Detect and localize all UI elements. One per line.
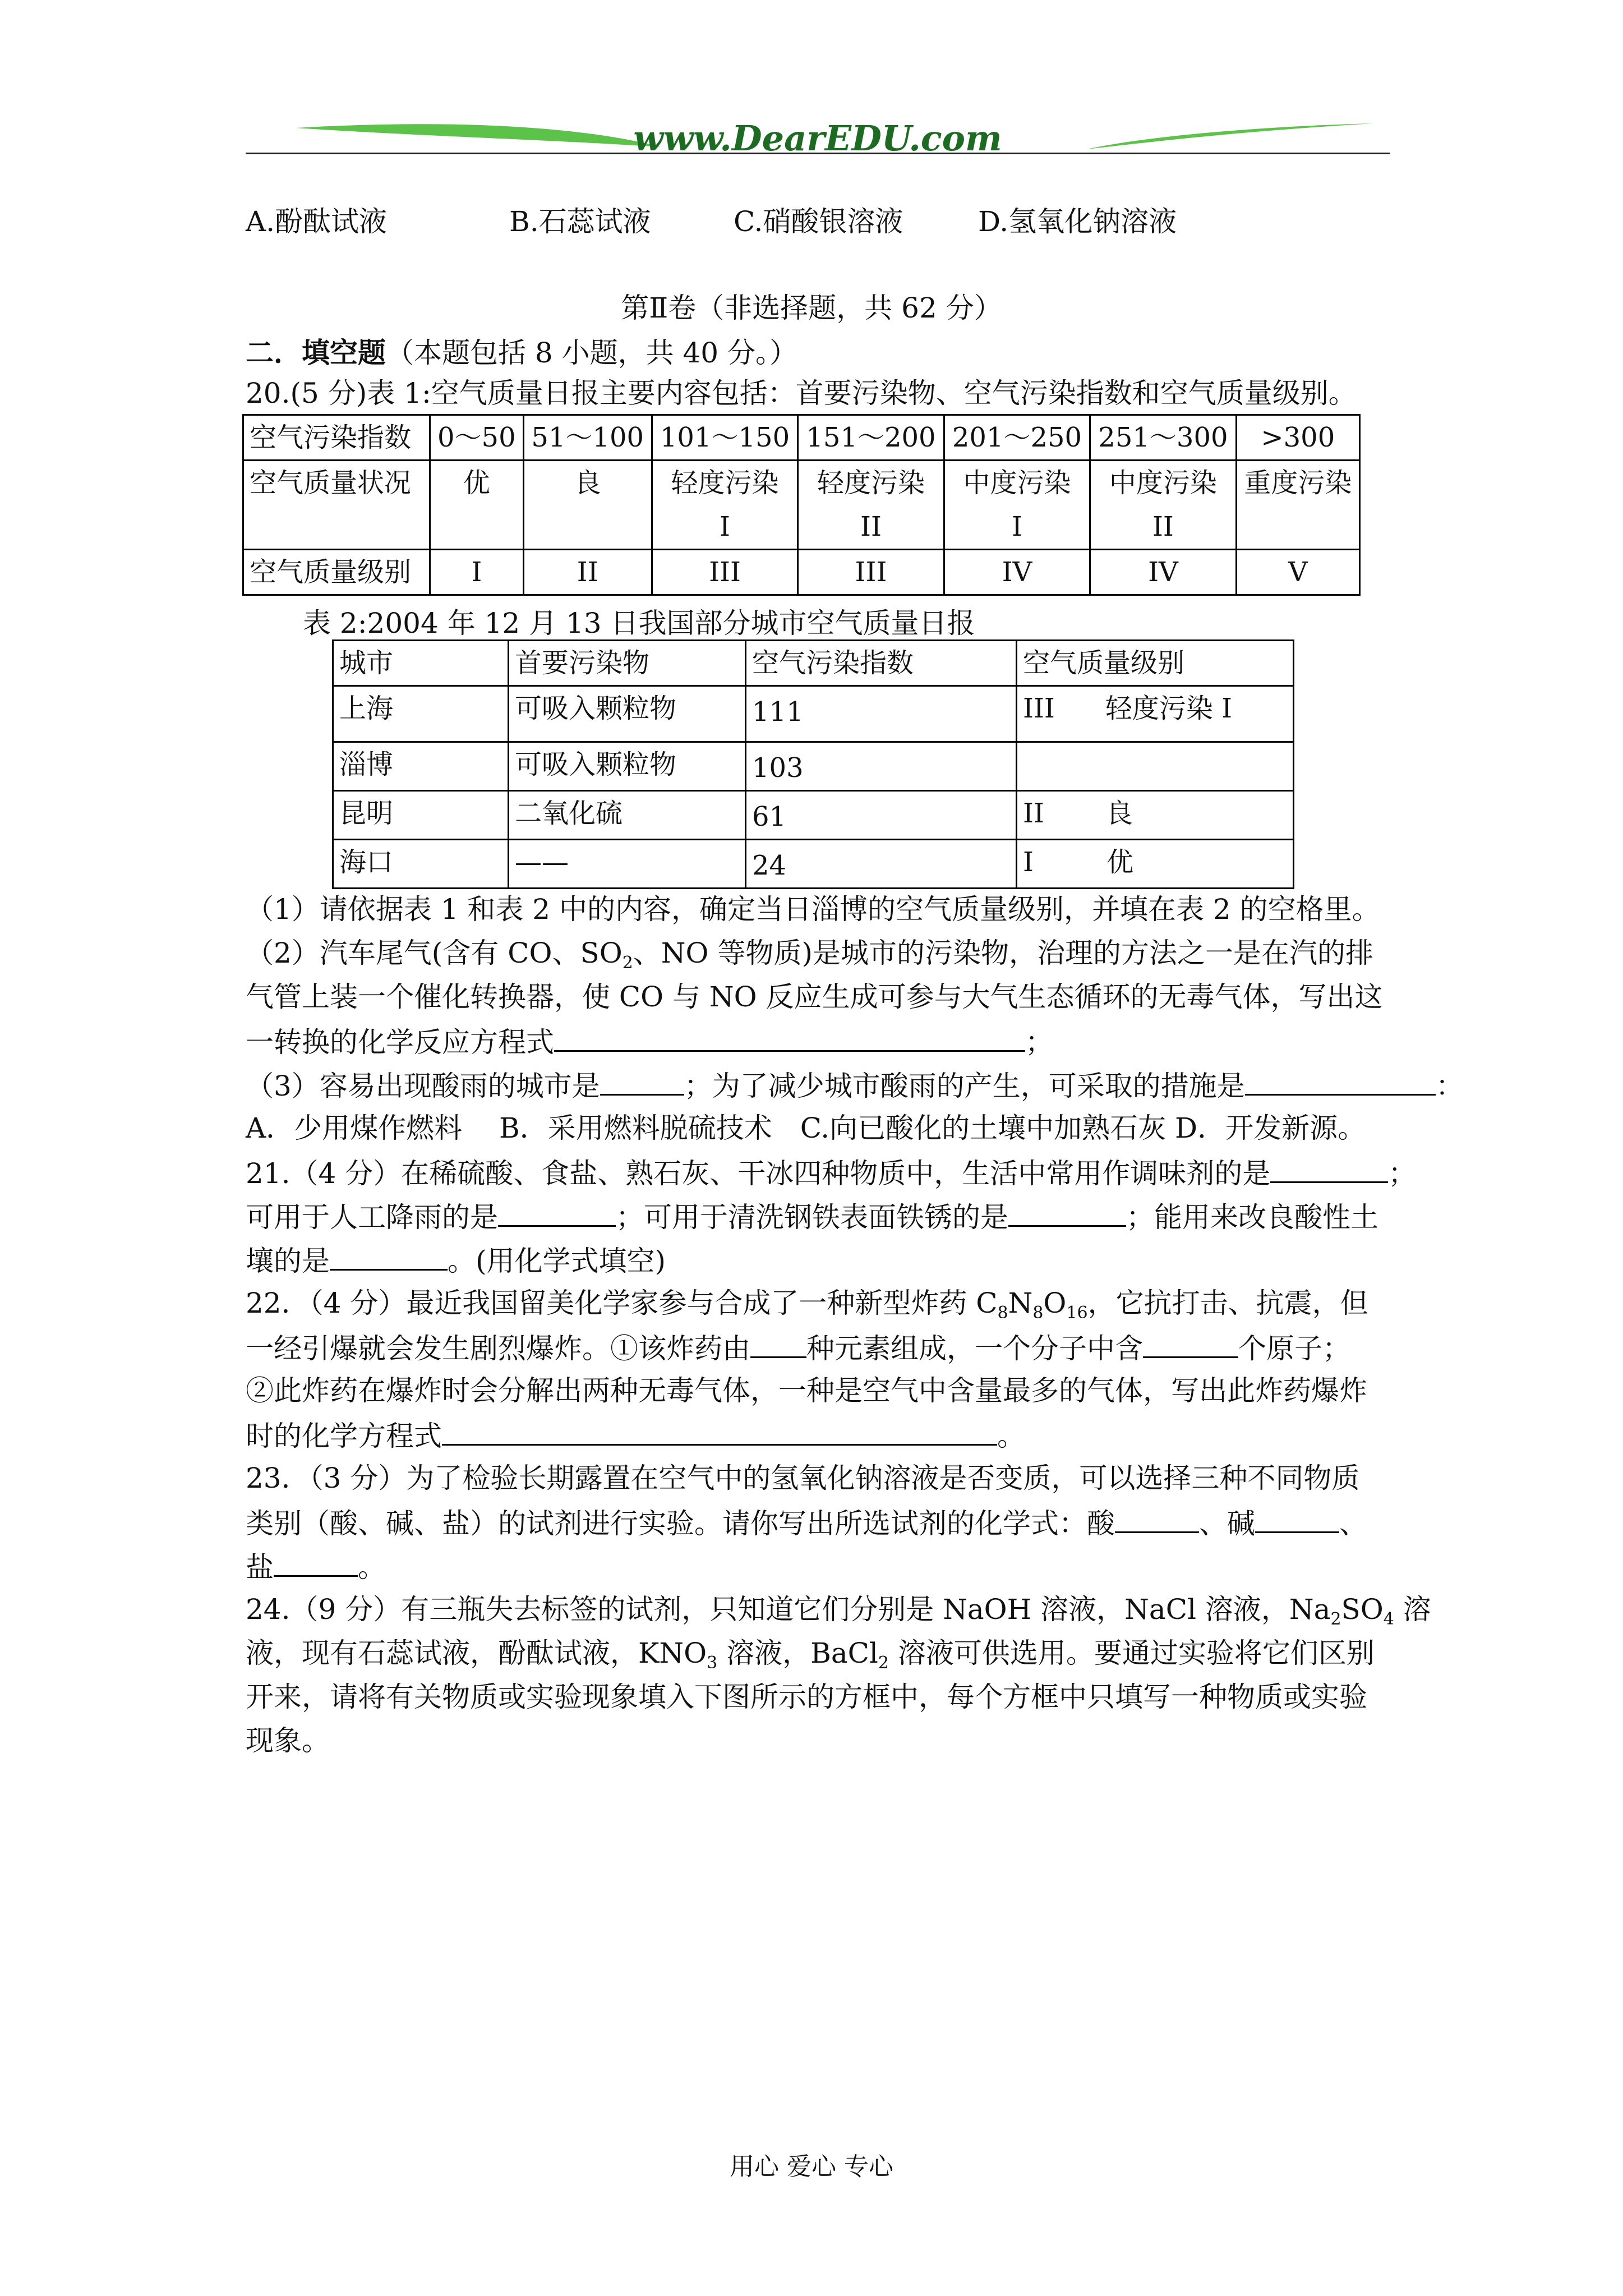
text-part: 。(用化学式填空): [448, 1245, 666, 1277]
cell-text: 空气质量状况: [250, 467, 412, 499]
cell-text: 中度污染: [963, 467, 1071, 499]
table-cell: 空气污染指数: [243, 415, 430, 461]
q19-options: [246, 200, 1177, 243]
q20-sub2-line2: 气管上装一个催化转换器，使 CO 与 NO 反应生成可参与大气生态循环的无毒气体，写出这: [246, 981, 1383, 1013]
table-cell: 151～200: [798, 415, 944, 461]
table-cell: 111: [746, 686, 1017, 742]
subscript: 8: [997, 1303, 1008, 1323]
text-part: 。: [358, 1551, 386, 1584]
equation-answer-blank[interactable]: [554, 1019, 1025, 1052]
text-part: 盐: [246, 1551, 274, 1584]
cell-sub: I: [720, 511, 730, 542]
text-part: 22．（4 分）最近我国留美化学家参与合成了一种新型炸药 C: [246, 1287, 998, 1319]
text-part: SO: [1341, 1593, 1384, 1626]
subscript: 8: [1032, 1303, 1044, 1323]
text-part: 、: [1339, 1507, 1367, 1540]
subscript: 16: [1066, 1303, 1088, 1323]
text-part: 种元素组成，一个分子中含: [806, 1332, 1143, 1365]
header-rule: [246, 153, 1390, 154]
table-cell: 61: [746, 791, 1017, 840]
text-part: 溶液可供选用。要通过实验将它们区别: [889, 1637, 1375, 1669]
base-blank[interactable]: [1255, 1500, 1339, 1533]
cell-text: 良: [574, 467, 601, 499]
q21-line1: [246, 1150, 1416, 1195]
table-cell: I: [430, 550, 524, 595]
subscript: 2: [878, 1653, 889, 1673]
q20-sub2-line3: [246, 1019, 1053, 1064]
text-part: 溶液，BaCl: [717, 1637, 878, 1669]
text-part: 21.（4 分）在稀硫酸、食盐、熟石灰、干冰四种物质中，生活中常用作调味剂的是: [246, 1157, 1271, 1190]
table-row: [333, 840, 1294, 889]
q22-line1: [246, 1281, 1368, 1325]
table-cell: 103: [746, 742, 1017, 791]
table-cell: 51～100: [523, 415, 652, 461]
measure-blank[interactable]: [1245, 1062, 1436, 1096]
table-cell: [430, 461, 524, 550]
option-b: B.石蕊试液: [509, 205, 651, 238]
q24-line4: 现象。: [246, 1724, 330, 1757]
table-cell: [944, 461, 1090, 550]
element-count-blank[interactable]: [750, 1325, 806, 1358]
table2-caption: 表 2:2004 年 12 月 13 日我国部分城市空气质量日报: [303, 607, 975, 639]
text-part: O: [1043, 1287, 1067, 1319]
cell-text: 轻度污染: [671, 467, 779, 499]
text-part: ；可用于清洗钢铁表面铁锈的是: [616, 1201, 1008, 1234]
air-quality-table-2: [332, 639, 1294, 889]
table-header: 空气质量级别: [1017, 641, 1294, 686]
table-cell: >300: [1236, 415, 1359, 461]
table-row: [243, 461, 1360, 550]
cell-sub: II: [860, 511, 882, 542]
table-cell: [1090, 461, 1236, 550]
table-cell: [1017, 840, 1294, 889]
text-part: 。: [997, 1420, 1025, 1452]
table-cell: [1017, 791, 1294, 840]
atom-count-blank[interactable]: [1143, 1325, 1238, 1358]
text-part: ；: [1388, 1157, 1417, 1190]
page-footer: 用心 爱心 专心: [730, 2152, 893, 2181]
table-row: [243, 415, 1360, 461]
text-part: ；能用来改良酸性土: [1126, 1201, 1378, 1234]
text-part: 一经引爆就会发生剧烈爆炸。①该炸药由: [246, 1332, 750, 1365]
q22-line3: ②此炸药在爆炸时会分解出两种无毒气体，一种是空气中含量最多的气体，写出此炸药爆炸: [246, 1374, 1367, 1407]
option-c: C.硝酸银溶液: [734, 205, 903, 238]
table-header: 空气污染指数: [746, 641, 1017, 686]
q24-line2: [246, 1631, 1375, 1675]
acid-rain-city-blank[interactable]: [600, 1062, 684, 1096]
table-cell: 海口: [333, 840, 509, 889]
table-cell: [1236, 461, 1359, 550]
table-cell: 251～300: [1090, 415, 1236, 461]
text-part: 可用于人工降雨的是: [246, 1201, 498, 1234]
text-part: 类别（酸、碱、盐）的试剂进行实验。请你写出所选试剂的化学式：酸: [246, 1507, 1115, 1540]
q22-line4: [246, 1412, 1025, 1458]
cell-sub: I: [1011, 511, 1022, 542]
explosion-equation-blank[interactable]: [442, 1412, 997, 1446]
table-cell: 可吸入颗粒物: [509, 686, 746, 742]
table-cell: ——: [509, 840, 746, 889]
text-part: 、碱: [1199, 1507, 1255, 1540]
text-part: 壤的是: [246, 1245, 330, 1277]
status-value: 轻度污染 I: [1105, 693, 1233, 724]
site-logo: [246, 107, 1390, 168]
q20-sub3: [246, 1062, 1464, 1108]
table-cell: 101～150: [652, 415, 797, 461]
site-logo-text: www.DearEDU.com: [633, 118, 1002, 159]
table-cell: IV: [944, 550, 1090, 595]
text-part: N: [1008, 1287, 1033, 1319]
q23-line1: 23．（3 分）为了检验长期露置在空气中的氢氧化钠溶液是否变质，可以选择三种不同物质: [246, 1462, 1360, 1494]
text-part: 、NO 等物质)是城市的污染物，治理的方法之一是在汽的排: [633, 937, 1373, 969]
text-part: ：: [1435, 1070, 1464, 1102]
part-heading-label: 二．填空题: [246, 336, 386, 369]
rain-blank[interactable]: [498, 1194, 616, 1227]
level-value: I: [1023, 846, 1034, 878]
cell-sub: II: [1152, 511, 1174, 542]
table-row: [243, 550, 1360, 595]
text-part: 时的化学方程式: [246, 1420, 442, 1452]
q20-options: A．少用煤作燃料 B．采用燃料脱硫技术 C.向已酸化的土壤中加熟石灰 D．开发新源。: [246, 1112, 1366, 1144]
text-part: （3）容易出现酸雨的城市是: [246, 1070, 600, 1102]
text-part: 24.（9 分）有三瓶失去标签的试剂，只知道它们分别是 NaOH 溶液，NaCl 溶液，Na: [246, 1593, 1331, 1626]
option-a: A.酚酞试液: [246, 205, 388, 238]
text-part: 液，现有石蕊试液，酚酞试液，KNO: [246, 1637, 707, 1669]
text-part: 一转换的化学反应方程式: [246, 1026, 554, 1059]
level-value: III: [1023, 693, 1055, 724]
status-value: 优: [1106, 846, 1133, 878]
table-cell: [1017, 686, 1294, 742]
table-cell: III: [652, 550, 797, 595]
text-part: 个原子；: [1238, 1332, 1350, 1365]
table-header-row: [333, 641, 1294, 686]
table-header: 首要污染物: [509, 641, 746, 686]
q20-intro: 20.(5 分)表 1:空气质量日报主要内容包括：首要污染物、空气污染指数和空气质量级别。: [246, 377, 1357, 409]
q20-sub2-line1: （2）汽车尾气(含有 CO、$SO_2$、NO 等物质)是城市的污染物，治理的方法之一是在汽的排: [246, 937, 1373, 973]
subscript: 4: [1383, 1609, 1394, 1629]
table-cell: 二氧化硫: [509, 791, 746, 840]
table-cell: [523, 461, 652, 550]
table-cell: [798, 461, 944, 550]
soil-blank[interactable]: [330, 1237, 448, 1271]
table-cell: 淄博: [333, 742, 509, 791]
table-cell: [243, 461, 430, 550]
table-cell: 昆明: [333, 791, 509, 840]
section-title: 第Ⅱ卷（非选择题，共 62 分）: [621, 292, 1002, 324]
rust-blank[interactable]: [1008, 1194, 1126, 1227]
level-value: II: [1023, 798, 1044, 829]
table-cell: V: [1236, 550, 1359, 595]
air-quality-table-1: [242, 414, 1361, 596]
part-heading: [246, 331, 797, 375]
right-swoosh: [1087, 123, 1373, 149]
part-heading-note: （本题包括 8 小题，共 40 分。）: [386, 337, 798, 369]
q21-line2: [246, 1194, 1378, 1239]
table-cell: 24: [746, 840, 1017, 889]
table-cell: 201～250: [944, 415, 1090, 461]
table-cell: IV: [1090, 550, 1236, 595]
q24-line1: [246, 1588, 1431, 1631]
text-part: （2）汽车尾气(含有 CO、SO: [246, 937, 623, 969]
q24-line3: 开来，请将有关物质或实验现象填入下图所示的方框中，每个方框中只填写一种物质或实验: [246, 1681, 1367, 1713]
table-cell: 上海: [333, 686, 509, 742]
cell-sub: [250, 505, 423, 549]
text-part: ；为了减少城市酸雨的产生，可采取的措施是: [684, 1070, 1245, 1102]
left-swoosh: [296, 124, 661, 147]
salt-blank[interactable]: [274, 1544, 358, 1577]
answer-blank-cell[interactable]: [1017, 742, 1294, 791]
table-row: [333, 742, 1294, 791]
subscript: 2: [1330, 1609, 1341, 1629]
table-cell: III: [798, 550, 944, 595]
cell-text: 重度污染: [1244, 467, 1352, 499]
cell-text: 轻度污染: [817, 467, 925, 499]
table-row: [333, 686, 1294, 742]
q23-line3: [246, 1544, 386, 1589]
table-cell: 空气质量级别: [243, 550, 430, 595]
subscript: 3: [707, 1653, 718, 1673]
text-part: ；: [1025, 1026, 1053, 1059]
table-header: 城市: [333, 641, 509, 686]
table-cell: II: [523, 550, 652, 595]
table-row: [333, 791, 1294, 840]
table-cell: 可吸入颗粒物: [509, 742, 746, 791]
acid-blank[interactable]: [1115, 1500, 1199, 1533]
table-cell: [652, 461, 797, 550]
q23-line2: [246, 1500, 1367, 1545]
q21-line3: [246, 1237, 666, 1283]
seasoning-blank[interactable]: [1270, 1150, 1388, 1183]
q20-sub1: （1）请依据表 1 和表 2 中的内容，确定当日淄博的空气质量级别，并填在表 2 的空格里。: [246, 893, 1380, 926]
cell-text: 中度污染: [1109, 467, 1217, 499]
table-cell: 0～50: [430, 415, 524, 461]
text-part: 溶: [1394, 1593, 1431, 1626]
status-value: 良: [1105, 798, 1133, 829]
option-d: D.氢氧化钠溶液: [978, 205, 1177, 238]
text-part: ，它抗打击、抗震，但: [1087, 1287, 1368, 1319]
cell-text: 优: [463, 467, 490, 499]
q22-line2: [246, 1325, 1350, 1370]
